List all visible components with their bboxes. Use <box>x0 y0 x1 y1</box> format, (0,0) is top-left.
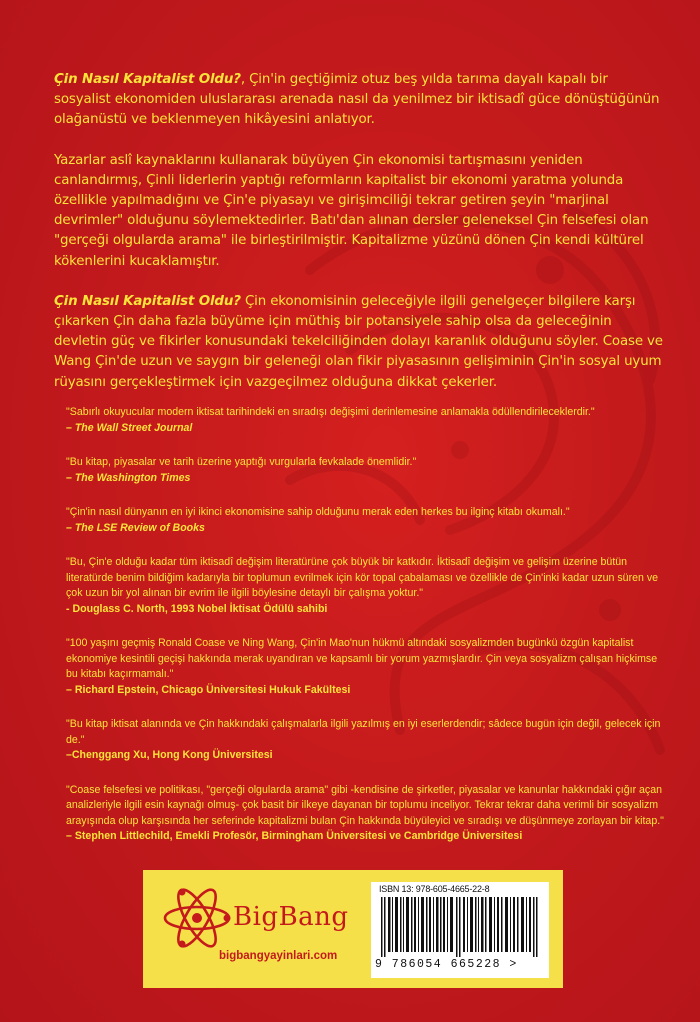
book-title-inline: Çin Nasıl Kapitalist Oldu? <box>54 72 241 87</box>
barcode <box>371 882 549 978</box>
quote-source: – Stephen Littlechild, Emekli Profesör, Birmingham Üniversitesi ve Cambridge Üniversitesi <box>66 830 523 842</box>
review-quote <box>66 636 666 698</box>
quote-text: "100 yaşını geçmiş Ronald Coase ve Ning Wang, Çin'in Mao'nun hükmü altındaki sosyalizmden bugünkü özgün kapitalist ekonomiye kesintili geçişi hakkında merak uyandıran ve kapsamlı bir yorum yazmışlardır. Çin veya sosyalizm çalışan hiçkimse bu kitabı kaçırmamalı." <box>66 637 658 680</box>
review-quote <box>66 717 666 764</box>
paragraph-text: Yazarlar aslî kaynaklarını kullanarak büyüyen Çin ekonomisi tartışmasını yeniden canlandırmış, Çinli liderlerin yaptığı reformların kapitalist bir ekonomi yaratma yolunda özellikle yapılmadığını ve Çin'e piyasayı ve girişimciliği tekrar getiren şeyin "marjinal devrimler" olduğunu söylemektedirler. Batı'dan alınan dersler geleneksel Çin felsefesi olan "gerçeği olgularda arama" ile birleştirilmiştir. Kapitalizme yüzünü dönen Çin kendi kültürel kökenlerini kucaklamıştır. <box>54 152 649 269</box>
description-paragraph-2 <box>54 151 664 272</box>
description-paragraph-1 <box>54 70 664 131</box>
quote-source: - Douglass C. North, 1993 Nobel İktisat Ödülü sahibi <box>66 602 328 615</box>
description <box>54 70 664 413</box>
quote-text: "Coase felsefesi ve politikası, "gerçeği olgularda arama" gibi -kendisine de şirketler, piyasalar ve kanunlar hakkındaki çığır açan analizleriyle ilgili esin kaynağı olmuş- çok basit bir ilkeye dayanan bir toplumu inceliyor. Tekrar tekrar daha verimli bir sosyalizm arayışında olup karşısında her seferinde kapitalizmi bulan Çin hakkında büyüleyici ve sıradışı ve düşünmeye zorlayan bir kitap." <box>66 783 664 827</box>
paragraph-text: Çin ekonomisinin geleceğiyle ilgili genelgeçer bilgilere karşı çıkarken Çin daha fazla büyüme için müthiş bir potansiyele sahip olsa da geleceğinin devletin güç ve fikirler konusundaki tekelciliğinden dolayı karanlık olduğunu söyler. Coase ve Wang Çin'de uzun ve saygın bir geleneği olan fikir piyasasının gelişiminin Çin'in sosyal uyum rüyasını gerçekleştirmek için vazgeçilmez olduğuna dikkat çekerler. <box>54 293 663 390</box>
review-quote <box>66 405 666 436</box>
review-quotes <box>66 405 666 864</box>
review-quote <box>66 505 666 536</box>
book-title-inline: Çin Nasıl Kapitalist Oldu? <box>54 293 241 309</box>
quote-source: –Chenggang Xu, Hong Kong Üniversitesi <box>66 749 273 761</box>
paragraph-text: , Çin'in geçtiğimiz otuz beş yılda tarıma dayalı kapalı bir sosyalist ekonomiden uluslararası arenada nasıl da yenilmez bir iktisadî güce dönüştüğünün olağanüstü ve beklenmeyen hikâyesini anlatıyor. <box>54 72 660 128</box>
quote-text: "Sabırlı okuyucular modern iktisat tarihindeki en sıradışı değişimi derinlemesine anlamakla ödüllendirileceklerdir." <box>66 406 595 418</box>
barcode-digits: 9 786054 665228 > <box>375 958 518 971</box>
quote-text: "Bu kitap iktisat alanında ve Çin hakkındaki çalışmalarla ilgili yazılmış en iyi eserlerdendir; sâdece bugün için değil, gelecek için de." <box>66 718 661 746</box>
atom-icon <box>161 882 233 954</box>
publisher-name: BigBang <box>233 902 349 932</box>
publisher-website[interactable]: bigbangyayinlari.com <box>219 950 338 962</box>
quote-source: – The Wall Street Journal <box>66 421 193 434</box>
quote-text: "Çin'in nasıl dünyanın en iyi ikinci ekonomisine sahip olduğunu merak eden herkes bu ilginç kitabı okumalı." <box>66 506 570 518</box>
quote-source: – Richard Epstein, Chicago Üniversitesi Hukuk Fakültesi <box>66 683 351 696</box>
quote-text: "Bu, Çin'e olduğu kadar tüm iktisadî değişim literatürüne çok büyük bir katkıdır. İktisadî değişim ve gelişim üzerine bütün literatürde benim bildiğim kadarıyla bir toplumun evrilmek için kör topal çabalaması ve özellikle de Çin'inki kadar uzun süren ve çok uzun bir yol alınan bir evrim ile ilgili böylesine detaylı bir çalışma yoktur." <box>66 556 659 599</box>
review-quote <box>66 783 666 845</box>
quote-source: – The Washington Times <box>66 471 191 484</box>
review-quote <box>66 555 666 617</box>
barcode-bars <box>379 897 539 957</box>
isbn-label: ISBN 13: 978-605-4665-22-8 <box>379 884 490 894</box>
quote-source: – The LSE Review of Books <box>66 521 205 534</box>
description-paragraph-3 <box>54 292 664 393</box>
publisher-logo <box>143 870 368 988</box>
quote-text: "Bu kitap, piyasalar ve tarih üzerine yaptığı vurgularla fevkalade önemlidir." <box>66 456 417 468</box>
publisher-band <box>143 870 563 988</box>
review-quote <box>66 455 666 486</box>
